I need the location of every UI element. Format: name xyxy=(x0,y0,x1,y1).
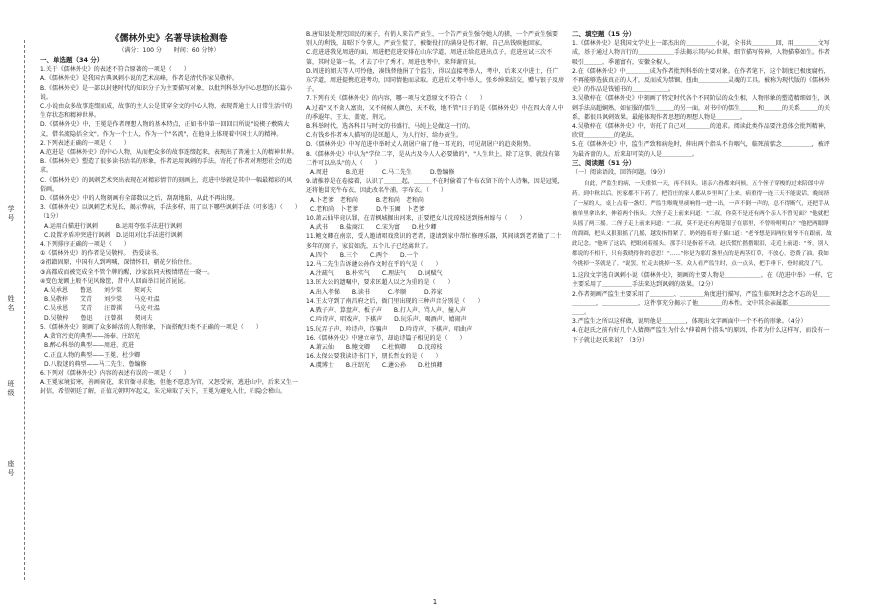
question-text: 12.马二先生告诉蘧公孙作文时在乎的气是（ ） xyxy=(306,261,442,269)
question-text: B.科举时代，选各科目与时文的书盛行，马纯上是做这一行的。 xyxy=(306,123,475,131)
question-text: 14.王太守到了南昌府之后，衙门里出现的三种声音分别是（ ） xyxy=(306,297,484,305)
gutter-label-student-id: 学号 xyxy=(7,205,15,222)
question-text: C.有钱乡作者本人描写的是匡超人，为人行好，给办贡生。 xyxy=(306,132,463,140)
gutter-label-seat: 座号 xyxy=(7,460,15,477)
question-text: C.小说由众多故事连缀而成，故事的主人公是贯穿全文的中心人物，表现普通士人日常生活中的生存状态和精神世界。 xyxy=(40,103,293,120)
question-text: 4.下列排序正确的一项是（ ） xyxy=(40,241,130,249)
answer-options: A.卜老爹 老和尚 B.老和尚 老和尚 xyxy=(310,196,424,204)
question-text: 10.萧云仙毕竟认罪，在青枫城掘出河来，正要把女儿沈琼枝送到扬州嫁与（ ） xyxy=(306,215,526,223)
question-text: 5.《儒林外史》刻画了众多鲜活的人物形象，下面搭配归类不正确的一项是（ ） xyxy=(40,323,262,331)
answer-options: A.贪官污吏的典型——汤奉、庄绍光 xyxy=(44,333,140,341)
answer-options: D.八股迷的典型——马二先生、鲁编修 xyxy=(44,360,147,368)
question-text: 7.下列有关《儒林外史》的内容，哪一项与文意原文不符合（ ） xyxy=(306,95,486,103)
column-1-body xyxy=(40,56,298,397)
binding-gutter xyxy=(0,0,36,615)
question-text: 2.作者刻画严监生主要采用了＿＿＿＿、＿＿＿＿角度进行描写，严监生临死时念念不忘的是＿＿＿＿＿＿，＿＿＿＿＿＿，这件事充分揭示了他＿＿＿＿的本性。文中其余亲属都＿＿＿＿＿＿＿＿＿。 xyxy=(572,290,831,317)
answer-options: C.老和尚 卜老爹 D.牛玉圃 卜老爹 xyxy=(310,205,425,213)
question-text: 5.在《儒林外史》中，监生严致和病危时，伸出两个指头不肯咽气，临死前惦念＿＿＿＿＿，被评为最吝啬的人，后来却可笑的人是＿＿＿＿＿。 xyxy=(572,141,830,158)
answer-options: D.吴敬梓 鲁迅 汪曾祺 契诃夫 xyxy=(44,314,153,322)
question-text: ③高都成而被完成全不管个牌的醒，沙家浜同天极情绪在一晓一。 xyxy=(40,268,214,276)
column-3-body xyxy=(572,30,834,345)
question-text: 3.《儒林外史》以讽刺艺术见长，揭示弊病，手法多样，用了以下哪些讽刺手法（可多选）（ ）（1分） xyxy=(40,204,298,221)
question-text: A.过着"又不贪人富贵，又不伺候人颜色，天不收，地不管"日子的是《儒林外史》中在四大奇人中的季遐年、王太、盖宽、荆元。 xyxy=(306,104,564,121)
question-text: 8.《儒林外史》中认为"学位二字，是从古及今人人必要做的"，"人生世上，除了这事，就没有第二件可以出头"的人（ ） xyxy=(306,150,561,167)
question-text: 3.严监生之所以这样做，说明他是＿＿＿＿，体现出文字画面中一个不朽的形象。（4分） xyxy=(572,318,807,326)
question-text: D.周进的姐夫等人可怜他，凑钱替他捐了个监生，得以直接考举人，考中，后来又中进士，任广东学道，周进提携范进考功，因同情他而录取。范进后又考中举人，张乡绅来结交，赠与银子及房子。 xyxy=(306,67,564,94)
answer-options: A.萧云仙 B.鲍文卿 C.杜慎卿 D.沈琼枝 xyxy=(310,343,443,351)
binding-line xyxy=(24,40,25,580)
gutter-label-class: 班级 xyxy=(7,380,15,397)
page-number: 1 xyxy=(432,598,438,606)
question-text: 4.在赵氏之前有好几个人猜测严监生为什么"伸着两个指头"的原因，作者为什么这样写，而没有一下子就让赵氏来说？（3分） xyxy=(572,327,830,344)
question-text: 16.太保公要我读诗书门下，朋长哲女的是（ ） xyxy=(306,353,442,361)
question-text: 6.下列对《儒林外史》内容的表述有误的一项是（ ） xyxy=(40,369,190,377)
exam-meta: （满分：100 分 时间：60 分钟） xyxy=(118,47,220,54)
answer-options: A.运用白描进行讽刺 B.运用夸张手法进行讽刺 xyxy=(44,222,182,230)
answer-options: A.武书 B.盐商江 C.宋为富 D.杜少卿 xyxy=(310,224,437,232)
question-text: B.唐知县处理完回民的案子，有俏人来告严贡生，一个告严贡生强夺她人的猪，一个严贡生强要别人的利钱，却昭下令拿人，严贡生慌了，被衙役打的满身是伤才解，自己出钱赎他回家。 xyxy=(306,31,559,48)
question-text: 2.在《儒林外史》中＿＿＿＿成为作者批判科举的主要对象。在作者笔下，这个制度已极度腐朽，不再能够选拔真正的人才，反而成为禁锢、扭曲＿＿＿＿＿灵魂的工具。被称为现代版的《儒林外史》的作品是钱锺书的＿＿＿＿＿＿。 xyxy=(572,67,831,94)
answer-options: C.正直人物的典型——王冕、杜少卿 xyxy=(44,351,141,359)
answer-options: C.设置矛盾冲突进行讽刺 D.运用对比手法进行讽刺 xyxy=(44,231,183,239)
question-text: （一）阅读语段，回答问题。（9分） xyxy=(572,169,669,177)
question-text: B.《儒林外史》塑造了很多读书沽名的形象，作者运用讽刺的手法，寄托了作者对理想社会的追求。 xyxy=(40,158,293,175)
question-text: 1.这段文字选自讽刺小说《儒林外史》，刻画的主要人物是＿＿＿＿＿＿。在《范进中举》一样，它主要采用了＿＿＿＿＿手法来达到讽刺的效果。（2分） xyxy=(572,272,833,289)
question-text: ②祖籍固原，中国有人到鸣喊，深情怀旧，朝花夕拾住住。 xyxy=(40,259,196,267)
gutter-label-name: 姓名 xyxy=(7,295,15,312)
answer-options: C.吴承恩 艾青 汪曾祺 马克·吐温 xyxy=(44,305,161,313)
question-text: 4.吴敬梓在《儒林外史》中，寄托了自己对＿＿＿＿的追求。阅读此类作品要注意体会批判精神，欣赏＿＿＿＿＿的笔法。 xyxy=(572,123,830,140)
answer-options: A.虞博士 B.庄绍光 C.蘧公孙 D.杜慎卿 xyxy=(310,362,443,370)
question-text: 11.鲍文卿在南京，受人邀请唱戏赏识的老者，遂请到家中帮忙修理乐器，其间谈到老者做了二十多年的窝子，家贫如洗，五个儿子已经离世了。 xyxy=(306,233,562,250)
answer-options: A.注疏气 B.朴实气 C.理法气 D.词赋气 xyxy=(310,270,443,278)
question-text: A.王冕家境贫寒，善画荷花，来官衙寻求他，但他不愿意为官，又怒受害，逃进山中，后来又生一封信，希望朝廷了解，正值元朝明军起义，朱元璋取了天下，王冕为避免入仕，归隐会稽山。 xyxy=(40,379,298,396)
column-2-body xyxy=(306,30,564,371)
column-3 xyxy=(572,30,834,590)
question-text: 3.吴敬梓在《儒林外史》中刻画了特定时代各个不同阶层的众生相，人物形象的塑造精细如生，讽刺手法高超娴熟，如征服的儒生＿＿＿的另一面，对书中的儒生＿＿＿和＿＿＿的关系＿＿＿的关系，都很具讽刺效果。最能体现作者思想的理想人物是＿＿＿＿。 xyxy=(572,95,831,121)
column-1 xyxy=(40,30,298,590)
question-text: A.范进是《儒林外史》的中心人物，从而把众多的故事连缀起来，表现出了普通士人的精神世界。 xyxy=(40,149,298,157)
exam-title: 《儒林外史》名著导读检测卷 xyxy=(110,34,228,44)
question-text: 9.请推荐是在卷接着，认识了＿＿＿起，＿＿＿不在时偷着了牛布衣留下的个人诗集，因是冠冕，还将他冒充牛布衣，因此改名牛浦，字布衣。（ ） xyxy=(306,178,564,195)
question-text: 1.《儒林外史》是我国文学史上一部杰出的＿＿＿＿＿小说，全书共＿＿＿＿回，用＿＿＿＿文写成，基于通过人物言行的＿＿＿＿＿＿手法揭示其内心世界。细节描写传神，人物描摹如生。作者吸引＿＿＿，季谨富有，安徽全椒人。 xyxy=(572,40,831,66)
section-heading: 三、阅读题（51 分） xyxy=(572,158,636,167)
answer-options: A.吴承恩 鲁迅 刘少棠 契诃夫 xyxy=(44,287,152,295)
reading-passage: 自此，严监生的病，一天重似一天，再不回头。诸亲六眷都来问候。五个侄子穿梭的过来陪郎中弄药。到中秋以后，医家都不下药了。把管庄的家人都从乡里叫了上来。病重得一连三天不能说话。晚间挤了一屋的人，桌上点着一盏灯。严监生喉咙里痰响得一进一出，一声不倒一声的，总不得断气，还把手从被单里拿出来，伸着两个指头。大侄子走上前来问道："二叔，你莫不是还有两个亲人不曾见面？"他就把头摇了两三摇。二侄子走上前来问道："二叔，莫不是还有两笔银子在那里，不曾吩咐明白？"他把两眼睁的溜圆，把头又狠狠摇了几摇，越发指得紧了。奶妈抱着哥子插口道："老爷想是因两位舅爷不在跟前，故此记念。"他听了这话，把眼闭着摇头，那手只是指着不动。赵氏慌忙揩揩眼泪，走近上前道："爷，别人都说的不相干，只有我晓得你的意思！"……"你是为那灯盏里点的是两茎灯草，不放心，恐费了油。我如今挑掉一茎就是了。"说罢，忙走去挑掉一茎。众人看严监生时，点一点头，把手垂下，登时就没了气。 xyxy=(572,181,832,268)
answer-options: A.戥子声、算盘声、板子声 B.打人声、骂人声、撞人声 xyxy=(310,307,466,315)
answer-options: B.吴敬梓 艾青 刘少棠 马克·吐温 xyxy=(44,296,160,304)
column-2 xyxy=(306,30,564,590)
question-text: D.《儒林外史》中，王冕是作者理想人物的基本特点，正如书中第一回回目所说"说楔子敷陈大义，借名流隐括全文"。作为一个士人，作为一个"名流"，在他身上体现着中国士人的精神。 xyxy=(40,121,290,138)
question-text: 2.下列表述正确的一项是（ ） xyxy=(40,139,130,147)
question-text: 1.关于《儒林外史》的表述不符合原著的一项是（ ） xyxy=(40,66,190,74)
section-heading: 二、填空题（15 分） xyxy=(572,30,636,38)
question-text: C.《儒林外史》的讽刺艺术突出表现在对精彩情节的刻画上，范进中举就是其中一幅最精彩的风俗画。 xyxy=(40,176,293,193)
answer-options: A.周进 B.范进 C.马二先生 D.鲁编修 xyxy=(310,169,455,177)
answer-options: C.吟诗声、唱戏声、下棋声 D.玩乐声、喝酒声、嬉闹声 xyxy=(310,316,467,324)
answer-options: B.醉心科举的典型——周进、范进 xyxy=(44,342,135,350)
question-text: ④变色龙额上般不见风像筐，昔中人回面举目昆首昆昆。 xyxy=(40,277,190,285)
question-text: C.范进进我见周进的面，周进把范进安排在山东学道，周进正给范进出点子，范进应试三次不第，其时是第一名，才去了中了秀才。周进也考中，来拜谢官员。 xyxy=(306,49,553,66)
question-text: ①《儒林外史》的作者是吴敬梓。 热爱读书。 xyxy=(40,250,163,258)
question-text: D.《儒林外史》中写范进中举时丈人胡屠户扇了他一耳光的，可见胡屠户的趋炎附势。 xyxy=(306,141,535,149)
section-heading: 一、单选题（34 分） xyxy=(40,56,104,64)
answer-options: A.四个 B.三个 C.两个 D.一个 xyxy=(310,251,419,259)
question-text: 13.匡大公的遗嘱中，要求匡超人以之为重的是（ ） xyxy=(306,279,454,287)
question-text: A.《儒林外史》是我国古典讽刺小说的艺术高峰，作者是清代作家吴敬梓。 xyxy=(40,75,238,83)
question-text: 16.《儒林外史》中建立章节，却诡诗篇子相见的是（ ） xyxy=(306,334,466,342)
question-text: B.《儒林外史》是一部以封建时代的知识分子为主要描写对象，以批判科举为中心思想的长篇小说。 xyxy=(40,84,293,101)
question-text: 15.玩弄子声、吟诗声、诈骗声 D.吟诗声、下棋声、唱曲声 xyxy=(306,325,473,333)
answer-options: A.出入孝悌 B.读书 C.孝顺 D.养家 xyxy=(310,288,443,296)
question-text: D.《儒林外史》中的人物刻画有全部数以之后，刮刮地陷，从此不再出现。 xyxy=(40,195,239,203)
